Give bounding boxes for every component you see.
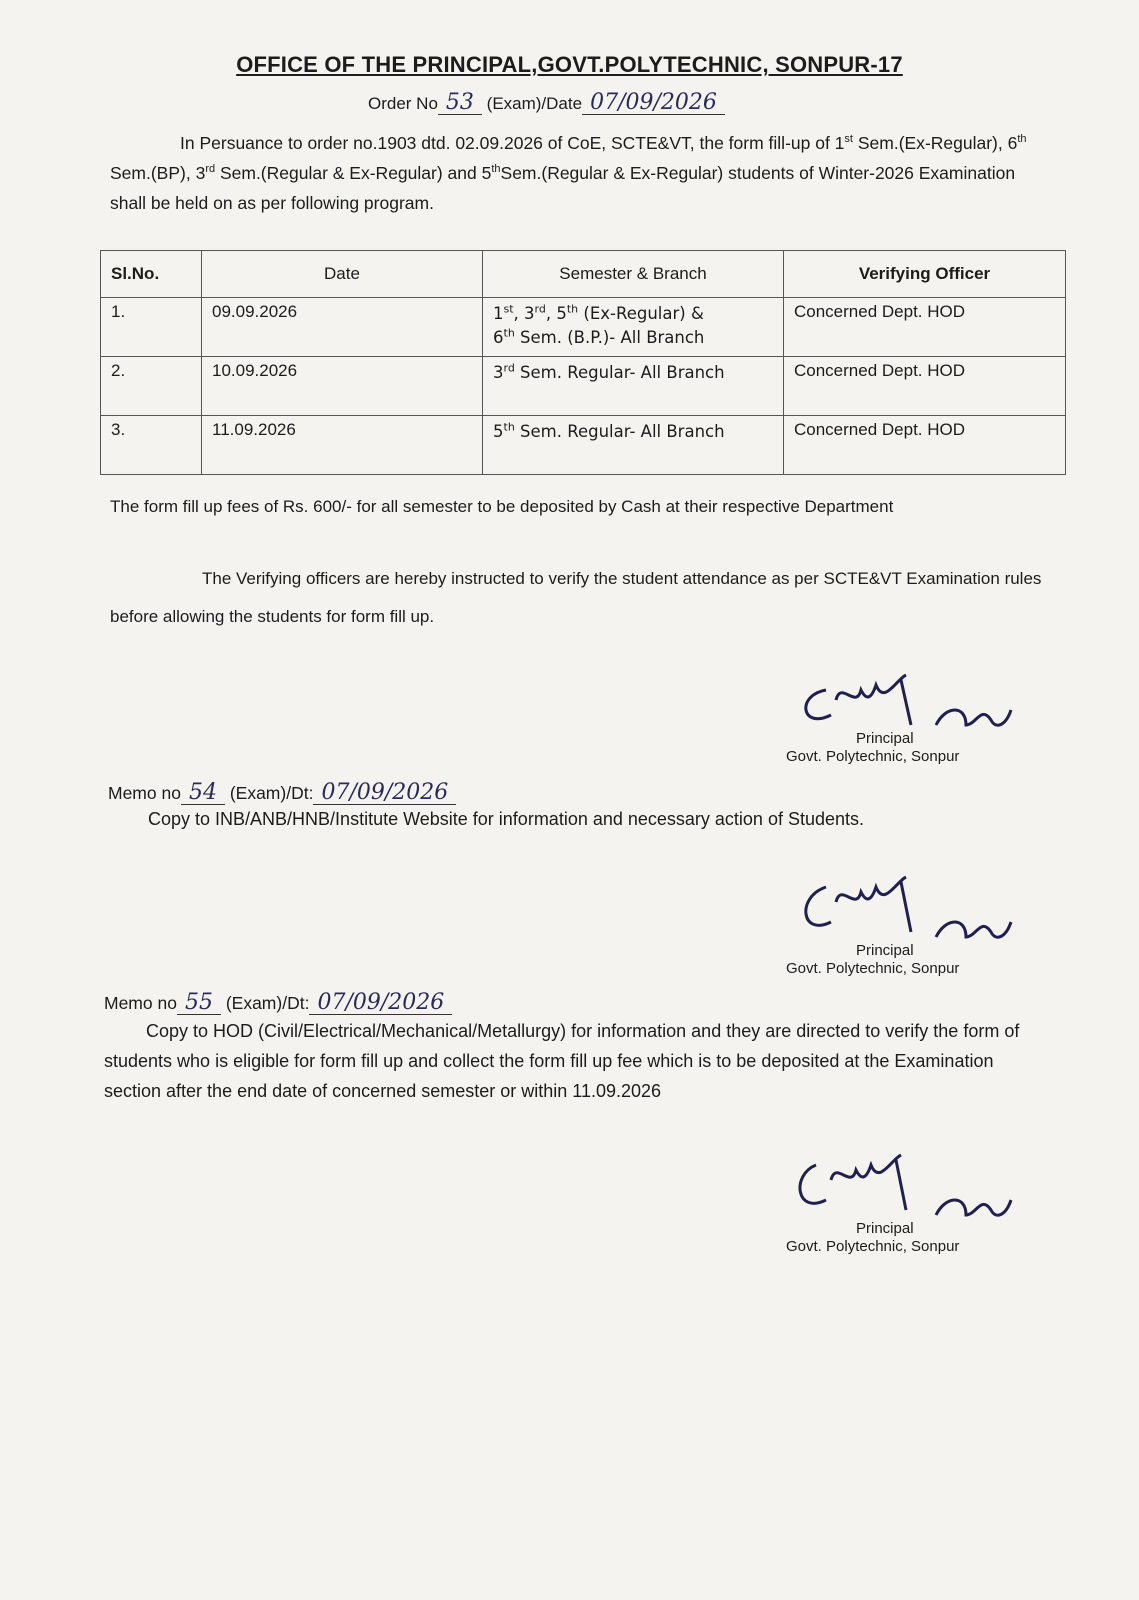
fees-paragraph: The form fill up fees of Rs. 600/- for all semester to be deposited by Cash at their respective Department xyxy=(110,497,894,516)
signature-institution: Govt. Polytechnic, Sonpur xyxy=(786,1238,960,1255)
cell-date: 11.09.2026 xyxy=(202,416,483,475)
signature-institution: Govt. Polytechnic, Sonpur xyxy=(786,960,960,977)
signature-institution: Govt. Polytechnic, Sonpur xyxy=(786,748,960,765)
memo-55-line: Memo no 55 (Exam)/Dt: 07/09/2026 xyxy=(104,992,452,1015)
cell-officer: Concerned Dept. HOD xyxy=(784,416,1066,475)
cell-sl: 2. xyxy=(101,357,202,416)
memo-number: 54 xyxy=(181,782,225,805)
principal-signature-2 xyxy=(786,872,1046,978)
cell-semester: 1st, 3rd, 5th (Ex-Regular) & 6th Sem. (B.P.)- All Branch xyxy=(483,298,784,357)
signature-scribble xyxy=(786,670,1036,730)
intro-paragraph: In Persuance to order no.1903 dtd. 02.09.2026 of CoE, SCTE&VT, the form fill-up of 1st Sem.(Ex-Regular), 6th Sem.(BP), 3rd Sem.(Regular & Ex-Regular) and 5thSem.(Regular & Ex-Regular) students of Winter-2026 Examination shall be held on as per following program. xyxy=(110,133,1027,213)
principal-signature-1 xyxy=(786,670,1046,766)
principal-signature-3 xyxy=(786,1150,1046,1256)
cell-date: 09.09.2026 xyxy=(202,298,483,357)
memo-date: 07/09/2026 xyxy=(313,782,456,805)
memo-number: 55 xyxy=(177,992,221,1015)
order-number: 53 xyxy=(438,92,482,115)
cell-sl: 1. xyxy=(101,298,202,357)
signature-role: Principal xyxy=(856,1220,914,1237)
header-verifying-officer: Verifying Officer xyxy=(784,251,1066,298)
memo-54-copy: Copy to INB/ANB/HNB/Institute Website for information and necessary action of Students. xyxy=(148,809,865,829)
order-date: 07/09/2026 xyxy=(582,92,725,115)
header-sl-no: Sl.No. xyxy=(101,251,202,298)
signature-role: Principal xyxy=(856,730,914,747)
cell-semester: 5th Sem. Regular- All Branch xyxy=(483,416,784,475)
order-line xyxy=(368,92,725,115)
office-title: OFFICE OF THE PRINCIPAL,GOVT.POLYTECHNIC, SONPUR-17 xyxy=(236,52,903,77)
table-row xyxy=(101,416,1066,475)
cell-officer: Concerned Dept. HOD xyxy=(784,298,1066,357)
cell-sl: 3. xyxy=(101,416,202,475)
memo-55-copy: Copy to HOD (Civil/Electrical/Mechanical/Metallurgy) for information and they are directed to verify the form of students who is eligible for form fill up and collect the form fill up fee which is to be deposited at the Examination section after the end date of concerned semester or within 11.09.2026 xyxy=(104,1021,1020,1101)
signature-role: Principal xyxy=(856,942,914,959)
signature-scribble xyxy=(786,1150,1036,1220)
cell-date: 10.09.2026 xyxy=(202,357,483,416)
table-header-row xyxy=(101,251,1066,298)
table-row xyxy=(101,298,1066,357)
memo-54-line: Memo no 54 (Exam)/Dt: 07/09/2026 xyxy=(108,782,456,805)
signature-scribble xyxy=(786,872,1036,942)
header-semester-branch: Semester & Branch xyxy=(483,251,784,298)
header-date: Date xyxy=(202,251,483,298)
order-mid: (Exam)/Date xyxy=(486,94,583,113)
schedule-table xyxy=(100,250,1066,475)
memo-date: 07/09/2026 xyxy=(309,992,452,1015)
cell-semester: 3rd Sem. Regular- All Branch xyxy=(483,357,784,416)
table-row xyxy=(101,357,1066,416)
cell-officer: Concerned Dept. HOD xyxy=(784,357,1066,416)
verify-paragraph: The Verifying officers are hereby instructed to verify the student attendance as per SCTE&VT Examination rules before allowing the students for form fill up. xyxy=(110,569,1042,626)
order-prefix: Order No xyxy=(368,94,438,113)
